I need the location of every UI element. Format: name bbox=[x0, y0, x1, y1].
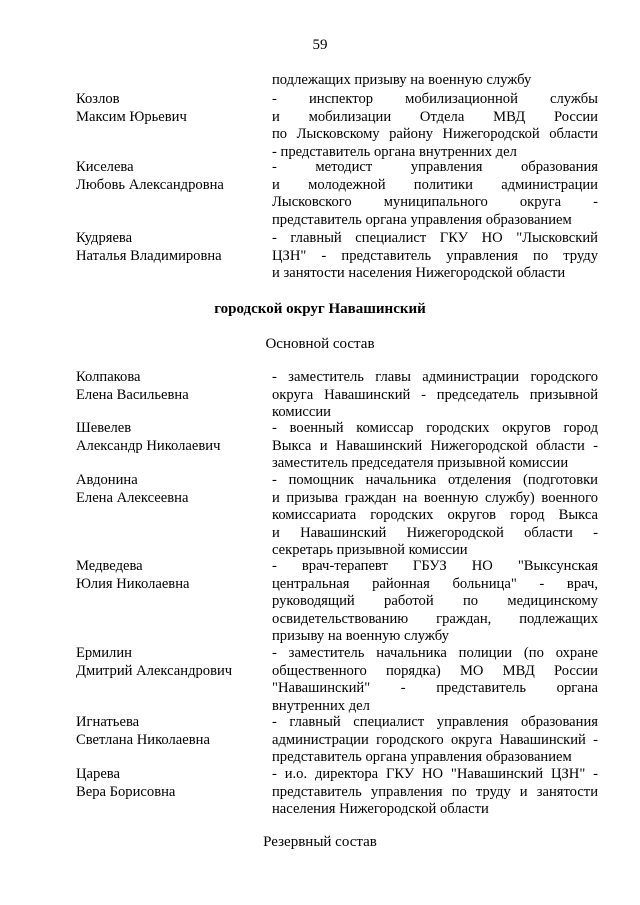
member-given-names: Максим Юрьевич bbox=[76, 108, 187, 125]
member-role bbox=[272, 420, 598, 473]
member-role bbox=[272, 558, 598, 646]
member-name bbox=[76, 766, 266, 801]
member-surname: Игнатьева bbox=[76, 714, 140, 730]
member-role bbox=[272, 645, 598, 715]
page-number: 59 bbox=[312, 37, 328, 53]
member-name bbox=[76, 714, 266, 749]
member-role-line: и молодежной политики администрации bbox=[272, 176, 598, 193]
member-name bbox=[76, 558, 266, 593]
member-role-line: - методист управления образования bbox=[272, 159, 598, 175]
member-role-line: освидетельствованию граждан, подлежащих bbox=[272, 610, 598, 627]
member-given-names: Наталья Владимировна bbox=[76, 247, 222, 264]
member-role-line: общественного порядка) МО МВД России bbox=[272, 662, 598, 679]
section-heading: городской округ Навашинский bbox=[214, 301, 426, 317]
member-role-line: центральная районная больница" - врач, bbox=[272, 575, 598, 592]
member-role-line: по Лысковскому району Нижегородской области bbox=[272, 126, 598, 143]
member-role-line: - помощник начальника отделения (подготовки bbox=[272, 472, 598, 488]
member-surname: Кудряева bbox=[76, 230, 133, 246]
member-role-line: призыву на военную службу bbox=[272, 628, 449, 645]
member-name bbox=[76, 472, 266, 507]
member-given-names: Любовь Александровна bbox=[76, 176, 224, 193]
continuation-line: подлежащих призыву на военную службу bbox=[272, 72, 532, 88]
member-given-names: Светлана Николаевна bbox=[76, 731, 210, 748]
member-role-line: и мобилизации Отдела МВД России bbox=[272, 108, 598, 125]
member-surname: Авдонина bbox=[76, 472, 138, 488]
member-given-names: Вера Борисовна bbox=[76, 783, 176, 800]
member-role-line: представитель органа управления образованием bbox=[272, 211, 572, 228]
member-role-line: ЦЗН" - представитель управления по труду bbox=[272, 247, 598, 264]
member-role-line: Выкса и Навашинский Нижегородской области - bbox=[272, 437, 598, 454]
member-surname: Шевелев bbox=[76, 420, 132, 436]
member-surname: Киселева bbox=[76, 159, 134, 175]
member-role bbox=[272, 159, 598, 229]
member-role-line: внутренних дел bbox=[272, 697, 370, 714]
member-given-names: Елена Васильевна bbox=[76, 386, 189, 403]
member-name bbox=[76, 91, 266, 126]
member-role-line: "Навашинский" - представитель органа bbox=[272, 680, 598, 697]
member-surname: Ермилин bbox=[76, 645, 132, 661]
member-role bbox=[272, 230, 598, 283]
member-role bbox=[272, 714, 598, 767]
member-role-line: заместитель председателя призывной комиссии bbox=[272, 455, 569, 472]
member-role bbox=[272, 472, 598, 560]
member-role-line: - инспектор мобилизационной службы bbox=[272, 91, 598, 107]
member-name bbox=[76, 420, 266, 455]
member-role-line: представитель управления по труду и занятости bbox=[272, 783, 598, 800]
member-role-line: руководящий работой по медицинскому bbox=[272, 593, 598, 610]
member-role-line: - и.о. директора ГКУ НО "Навашинский ЦЗН" - bbox=[272, 766, 598, 782]
member-role-line: и призыва граждан на военную службу) военного bbox=[272, 489, 598, 506]
main-composition-label: Основной состав bbox=[265, 336, 375, 352]
member-surname: Колпакова bbox=[76, 369, 141, 385]
member-name bbox=[76, 159, 266, 194]
member-given-names: Дмитрий Александрович bbox=[76, 662, 233, 679]
member-role-line: комиссариата городских округов город Выкса bbox=[272, 507, 598, 524]
member-name bbox=[76, 369, 266, 404]
reserve-composition-label: Резервный состав bbox=[263, 834, 377, 850]
member-role-line: - заместитель начальника полиции (по охране bbox=[272, 645, 598, 661]
member-role-line: - главный специалист ГКУ НО "Лысковский bbox=[272, 230, 598, 246]
member-role-line: администрации городского округа Навашинский - bbox=[272, 731, 598, 748]
member-role-line: округа Навашинский - председатель призывной bbox=[272, 386, 598, 403]
member-role bbox=[272, 91, 598, 161]
member-role-line: и занятости населения Нижегородской области bbox=[272, 265, 566, 282]
member-given-names: Елена Алексеевна bbox=[76, 489, 189, 506]
member-role-line: - военный комиссар городских округов город bbox=[272, 420, 598, 436]
member-role-line: представитель органа управления образованием bbox=[272, 749, 572, 766]
member-given-names: Александр Николаевич bbox=[76, 437, 221, 454]
member-role-line: - главный специалист управления образования bbox=[272, 714, 598, 730]
member-role-line: - врач-терапевт ГБУЗ НО "Выксунская bbox=[272, 558, 598, 574]
member-surname: Медведева bbox=[76, 558, 143, 574]
member-surname: Козлов bbox=[76, 91, 120, 107]
member-surname: Царева bbox=[76, 766, 120, 782]
member-role-line: Лысковского муниципального округа - bbox=[272, 194, 598, 211]
member-role-line: населения Нижегородской области bbox=[272, 801, 489, 818]
member-role-line: - представитель органа внутренних дел bbox=[272, 143, 517, 160]
member-role bbox=[272, 766, 598, 819]
member-role-line: - заместитель главы администрации городского bbox=[272, 369, 598, 385]
member-name bbox=[76, 230, 266, 265]
member-role-line: комиссии bbox=[272, 404, 331, 421]
member-given-names: Юлия Николаевна bbox=[76, 575, 190, 592]
member-name bbox=[76, 645, 266, 680]
member-role-line: и Навашинский Нижегородской области - bbox=[272, 524, 598, 541]
member-role bbox=[272, 369, 598, 422]
member-role-line: секретарь призывной комиссии bbox=[272, 542, 468, 559]
